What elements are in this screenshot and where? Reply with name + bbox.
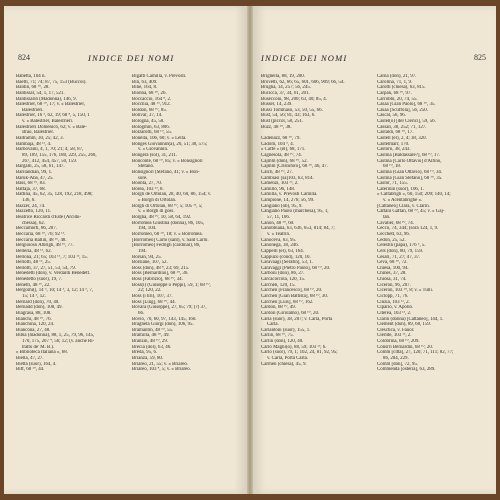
index-entry: Babetta, 104 n.: [16, 74, 46, 79]
left-page: [4, 6, 247, 494]
index-entry: Carla (suor), 38, 207; v. Carla, Porta: [261, 316, 333, 322]
index-entry: [Cattaneo] Clara, v. Clarin.: [377, 203, 430, 209]
index-entry: Benedetti (don), v. Verdardi Benedett.: [16, 271, 91, 277]
index-entry: Biagrasa, 88, 108.: [16, 310, 52, 316]
index-entry: Cagnesola, 48 ¹⁰, 74.: [261, 152, 302, 158]
index-entry: Borea, 103 ¹³, 8.: [132, 186, 164, 192]
index-entry: Baetti, 71; 74; 87, 75, 153 (Buccoi).: [16, 79, 87, 85]
index-entry: Boonta, 27, 70.: [132, 181, 163, 187]
index-entry: Cassan, 38, 252; 71, 127.: [377, 124, 427, 130]
index-entry: Breda, 95, 6.: [132, 350, 158, 356]
index-entry: sore.: [138, 175, 148, 181]
index-entry: Briareo, 21, 55; v. » Briareo.: [132, 361, 189, 367]
index-entry: Boldon, 68 ¹⁰, 85.: [132, 107, 167, 113]
index-entry: Balestrier, 16 ⁵, 62, 19; 68 ⁸, 5, 150, 1: [16, 113, 90, 119]
index-entry: Bocchia, 48 ¹⁵, 912.: [132, 102, 171, 108]
index-column-2: [132, 74, 238, 373]
index-entry: Castor, 71, 155.: [377, 181, 408, 187]
index-entry: Cardon (Girolamo), 68 ¹⁰, 20.: [261, 310, 320, 316]
index-entry: Boss [Bernardino], 68 ¹⁰, 36.: [132, 271, 189, 277]
index-entry: Boss(i) (Giuseppe o Peppi), 59, 1; 68 ¹⁰,: [132, 282, 211, 288]
index-entry: Battaja, 37, 68.: [16, 186, 46, 192]
index-entry: Balestrieri.: [22, 107, 44, 113]
index-entry: Bigatti Camilla, v. Prevosti.: [132, 74, 187, 79]
index-entry: Ciclopp, 71, 76.: [377, 293, 409, 299]
index-entry: v. » Acentabrighe ».: [383, 198, 423, 204]
index-entry: Benedetto (suor), 19, 7.: [16, 277, 63, 283]
index-entry: Cecchett, 63, 96.: [377, 231, 411, 237]
index-entry: Bazzer, 24, 74.: [16, 203, 46, 209]
index-entry: Bianchi, 48 ¹⁰, 76.: [16, 316, 52, 322]
index-entry: Clesctica, v. Fauor.: [377, 327, 415, 333]
index-entry: Bonges Giovannin(a), 20, 51; 38, 575;: [132, 141, 208, 147]
index-entry: 86, 204, 229.: [383, 356, 409, 362]
index-entry: 136, 6.: [22, 198, 36, 204]
index-entry: Buzz, 48 ¹⁰, 38.: [261, 124, 292, 130]
index-entry: Bragheta Giorgi (don), 106, 95.: [132, 322, 194, 328]
index-entry: Carna (don), 21, 97.: [377, 74, 417, 79]
index-entry: Boccaccio, 164 ⁸, 2.: [132, 96, 172, 102]
right-page-header: [253, 53, 496, 67]
index-entry: Caravaggi [Pietro Paolo], 68 ¹⁰, 20.: [261, 265, 331, 271]
index-entry: Carlo Magni(o), 88, 59; 103 ¹³, 6.: [261, 344, 327, 350]
index-entry: Bibia (madonna), 88, 1, 25, 79, 96, 145,: [16, 333, 95, 339]
index-entry: Cajmm [Cristoforo], 68 ¹⁰, 46, 47.: [261, 164, 328, 170]
index-entry: Briareo, 103 ⁴, 5; v. » Briareo.: [132, 367, 191, 373]
index-entry: Carchen [Francesco], 68 ¹⁰, 20.: [261, 288, 323, 294]
index-entry: Canobbiana, 63, 636, 653, 814; 84, 7;: [261, 226, 335, 232]
index-entry: Bucicca, 37, 34, 61, 201.: [261, 90, 310, 96]
index-entry: tratto de' M. B.).: [22, 344, 55, 350]
index-entry: Bionna, 68 ¹⁰, 26.: [132, 90, 167, 96]
index-entry: Bine, 164, 8.: [132, 85, 158, 91]
index-entry: Carlin, 68 ¹⁰, 75.: [261, 333, 294, 339]
index-entry: 89, 109, 155, 176, 180, 229, 255, 260,: [22, 152, 97, 158]
index-entry: 170, 175, 207 ⁴, 56; 12; (v. anche Ri-: [22, 339, 95, 345]
index-entry: 66.: [138, 310, 145, 316]
index-entry: Castina [Baldassare?], 68 ¹⁰, 17.: [377, 152, 441, 158]
index-entry: Cardon, 68 ¹⁰, 49.: [261, 305, 296, 311]
page-number: 825: [474, 53, 486, 62]
index-entry: Chines, 37, 28.: [377, 271, 407, 277]
index-entry: Bonella, 106, 60; v. » Lella.: [132, 136, 187, 142]
index-entry: Castell (el), 2, 4; 38, 320.: [377, 136, 427, 142]
index-entry: Ceva, 68 ¹⁰, 72.: [377, 260, 408, 266]
index-entry: Canonega, 38, 246.: [261, 243, 299, 249]
index-entry: Bellona, 21; 65; 103 ¹⁵, 7; 103 ¹³, 15.: [16, 254, 88, 260]
index-entry: Busecconi, 98, 200; 63, 40; 85, 4.: [261, 96, 327, 102]
index-entry: Bramilla, 48 ¹⁰, 49.: [132, 333, 170, 339]
index-entry: Biella, 47, 27.: [16, 356, 44, 362]
index-entry: Branzin, 48 ¹⁰, 29.: [132, 339, 169, 345]
index-entry: Caterinin (suor), 106, 1.: [377, 186, 424, 192]
index-entry: Bonconte, 68 ¹⁰, 85; v. » Bonsignori: [132, 158, 203, 164]
index-entry: Cels (don), 80, 79, 159.: [377, 248, 424, 254]
index-entry: « Cattabrigh », 60, 150; 209; 140, 14;: [377, 192, 451, 198]
index-entry: Bologna, 45, 50.: [132, 119, 165, 125]
index-entry: Castaldi, 68 ¹⁰, 17.: [377, 130, 414, 136]
index-entry: Campione, 14, 276; 56, 99.: [261, 198, 315, 204]
index-entry: Baruk-Abà, 47, 25.: [16, 175, 54, 181]
index-entry: Borsiane, 107, 52.: [132, 260, 168, 266]
index-entry: Caravaagi [Serafin], 53, 1.: [261, 260, 313, 266]
index-entry: 57, 11, 106.: [267, 215, 291, 221]
index-entry: Boss [Luig], 68 ¹⁰, 44.: [132, 299, 176, 305]
index-entry: v. » Borgh di goss.: [138, 209, 175, 215]
index-entry: » Caffè » (el), 68, 171.: [261, 147, 306, 153]
index-entry: Carlin (don), 120, 40.: [261, 339, 304, 345]
index-entry: Bellotti, 48 ¹⁵, 25.: [16, 260, 51, 266]
index-entry: Borromea Giustina (donna), 86, 105,: [132, 220, 205, 226]
index-entry: Bianchina, 120, 24.: [16, 322, 55, 328]
index-column-1: [16, 74, 122, 373]
index-entry: Cattani Gaftan, 68 ¹⁰, 45; v. » Gaj-: [377, 209, 445, 215]
index-entry: Cangiano (ob), 95, 9.: [261, 203, 303, 209]
index-entry: Bovara (Giuseppe), 27, 65; 79; (?) 37,: [132, 305, 207, 311]
index-entry: Bussi Tommaso, 53, 50, 55, 66.: [261, 107, 323, 113]
index-entry: [Borromeo] Carlo (sant), v. Sant Carlo.: [132, 237, 209, 243]
index-entry: [Borromeo] Fedrigh (cardinal), 86,: [132, 243, 201, 249]
index-entry: Beatrice Riccardi d'Este (Arcidu-: [16, 215, 82, 221]
index-entry: Brighella, 88, 19, 200.: [261, 74, 305, 79]
index-entry: Carrobbi, 20, 74, 55.: [377, 96, 418, 102]
index-entry: Cadom, 104 ⁵, 4.: [261, 141, 294, 147]
index-entry: » Borgh di Ortolan.: [138, 198, 177, 204]
index-entry: Bietta (suor), 164, 4.: [16, 361, 57, 367]
left-page-header: [4, 53, 247, 67]
index-entry: Calch, 48 ¹⁰, 27.: [261, 169, 293, 175]
index-entry: Stefano.: [138, 164, 155, 170]
index-entry: Bonsignori (Stefano, 41; v. » Bon-: [132, 169, 200, 175]
index-entry: Bongera (sol), 31, 211.: [132, 152, 177, 158]
index-entry: Castoro, 38, 243.: [377, 147, 411, 153]
index-entry: Biff, 68 ¹⁰, 44.: [16, 367, 45, 373]
index-entry: Cipario, v. Apollo.: [377, 305, 414, 311]
index-entry: Chiosa, 31, 74.: [377, 277, 407, 283]
index-entry: 194, 104.: [138, 226, 157, 232]
index-entry: Borgna, 48 ¹⁰, 10, 58, 64, 192.: [132, 215, 192, 221]
index-entry: Colobrina, 68 ¹⁰, 209.: [377, 339, 420, 345]
index-entry: Bovio, 70, 60, 97, 143, 145, 160.: [132, 316, 197, 322]
index-entry: Canon, 48 ¹⁰, 60.: [261, 220, 295, 226]
index-entry: Canoceva, 63, 95.: [261, 237, 297, 243]
index-entry: 194.: [138, 248, 147, 254]
index-entry: Ciceron, 96, 207.: [377, 282, 411, 288]
index-entry: Castelmarr, 170.: [377, 141, 410, 147]
index-entry: Bellotti, 37, 27, 51, 53, 54, 79.: [16, 265, 76, 271]
index-entry: Carchen [Gian Battista], 68 ¹⁰, 30.: [261, 293, 328, 299]
index-entry: tan.: [383, 215, 391, 221]
index-entry: chessa), 62.: [22, 220, 45, 226]
index-entry: Belgioioso Albrigh, 48 ¹⁶, 77.: [16, 243, 74, 249]
index-entry: Carolina, 71, 1, 9.: [377, 79, 413, 85]
index-entry: v. » Teatrin.: [267, 231, 291, 237]
index-entry: Bass, 68 ¹⁰, 83.: [16, 181, 46, 187]
index-entry: Brecia (dol), 63, 46.: [132, 344, 172, 350]
index-entry: v. Carla, Porta Carla.: [267, 356, 308, 362]
index-entry: Brughà, 14, 257; 56, 245.: [261, 85, 311, 91]
index-entry: Camilla, v. Prevosti Camilla.: [261, 192, 318, 198]
index-entry: » Biblioteca Italiana », 68.: [16, 350, 68, 356]
index-entry: Comm [città], 27, 120; 71, 111; 82, 77;: [377, 350, 454, 356]
index-entry: Balestrier, 68 ¹⁰, 17; v. » Balestrier,: [16, 102, 85, 108]
index-entry: Camenzi, 103 ¹³, 2.: [261, 181, 299, 187]
index-entry: Benetti, 48 ¹⁶, 22.: [16, 282, 51, 288]
index-entry: Commenda [osteria], 63, 289.: [377, 367, 436, 373]
index-entry: Cesari, 71, 27; 47, 37.: [377, 254, 421, 260]
running-header: INDICE DEI NOMI: [88, 53, 175, 63]
index-entry: Camillo, 96, 148.: [261, 186, 296, 192]
index-column-4: [377, 74, 483, 373]
index-entry: 15; 14 ⁵, 12.: [22, 293, 46, 299]
page-number: 824: [18, 53, 30, 62]
index-entry: Bust, 54, 56; 81, 43; 163, 6.: [261, 113, 316, 119]
index-entry: Bergomi(), 14 ⁵, 10; 14 ⁵, 3, 12; 14 ⁵, 7,: [16, 288, 94, 294]
index-entry: Castina [Gian Stefano], 68 ¹⁰, 35.: [377, 175, 443, 181]
index-entry: Carmen (chiesa), 45, 9.: [261, 361, 307, 367]
index-entry: Bernard (don), 70, 40.: [16, 299, 60, 305]
index-entry: v. » Giovannin.: [138, 147, 169, 153]
index-entry: Boss (don), 48 ⁸, 23; 69, 215.: [132, 265, 190, 271]
index-entry: Bolivar, 37, 14.: [132, 113, 163, 119]
index-entry: 22; 120, 22.: [138, 288, 162, 294]
index-entry: Celestin (papa), 176 ⁵, 5.: [377, 243, 426, 249]
index-entry: Brianza, 59, 80.: [132, 356, 164, 362]
index-entry: Clement (don), 89, 68, 159.: [377, 322, 432, 328]
index-entry: Carchen [Luis], 68 ¹⁰, 162.: [261, 299, 314, 305]
index-entry: Boss (i tiri), 107, 37.: [132, 293, 173, 299]
index-entry: Brovetti, 62, 66; 65, 601, 606, 909; 66, 54.: [261, 79, 345, 85]
index-entry: Carpan, 68 ¹⁰, 97.: [377, 90, 412, 96]
index-entry: Beccaria, 68 ¹⁰, 76; 92 ¹⁵.: [16, 231, 66, 237]
index-entry: Bust (piccol, 58, 251.: [261, 119, 304, 125]
index-entry: Baldissarin (Madonna), 146, 9.: [16, 96, 77, 102]
index-entry: Citerea, 103 ¹³, 2.: [377, 310, 412, 316]
index-entry: Consrri Bernardin, 68 ¹⁰, 20.: [377, 344, 433, 350]
index-entry: Cadenazz, 68 ¹⁰, 79.: [261, 136, 301, 142]
index-entry: Carlo (suor), 79, 1; 102, 24, 81, 92, 95;: [261, 350, 338, 356]
index-entry: Cangiano Paolo (marchesa), 95, 1,: [261, 209, 329, 215]
index-entry: Clarin (donna) [Cattaneo], 144, 1.: [377, 316, 444, 322]
index-entry: Carotti (chiesa), 63, 815.: [377, 85, 426, 91]
index-entry: Chiesa, 100, 94.: [377, 265, 409, 271]
index-entry: Cambiasi [sa]103, 63, 814.: [261, 175, 314, 181]
index-entry: Comm [don], 72, 95.: [377, 361, 419, 367]
index-entry: Cappelli (el), 63, 164.: [261, 248, 304, 254]
index-entry: Bin, 63, 409.: [132, 79, 158, 85]
index-entry: Cavalier, 68 ¹⁰, 74.: [377, 220, 414, 226]
index-entry: Beccaria Ballin, 48 ¹⁶, 48.: [16, 237, 67, 243]
index-entry: Cinzia, 103 ¹³, 2.: [377, 299, 410, 305]
index-entry: Castina [Carlo Ottavio] d'Alfino,: [377, 158, 442, 164]
index-entry: Bazzetto, 120, 11.: [16, 209, 52, 215]
index-entry: Baltramm, 30, 25; 42, 3.: [16, 136, 64, 142]
index-entry: Bramantin, 48 ¹⁰, 55.: [132, 327, 174, 333]
index-entry: Castina (Gian Ottavio), 68 ¹⁰, 34.: [377, 169, 443, 175]
index-entry: Borromeo, 68 ¹⁰, 18; v. » Borromea.: [132, 231, 203, 237]
index-entry: Barbovaini, 4, 1, 70; 21; 4, 58, 87,: [16, 147, 84, 153]
index-entry: 267, 412, 454, 457, 50, 159.: [22, 158, 78, 164]
index-entry: Carcacorcola, 120, 15.: [261, 277, 306, 283]
index-entry: Bargalli, 25, 58, 61, 147.: [16, 164, 65, 170]
index-entry: Cajmm (don), 68 ¹⁰, 52.: [261, 158, 308, 164]
index-entry: Boss [Fabrizio], 68 ¹⁰, 34.: [132, 277, 183, 283]
index-entry: 68 ¹⁰, 18.: [383, 164, 402, 170]
index-entry: v. » Balestrier, Balestrieri.: [22, 119, 74, 125]
index-entry: Bernadd (don), 108, 49.: [16, 305, 63, 311]
index-entry: Casaa [Gian Paolo], 68 ¹⁰, 35.: [377, 102, 436, 108]
index-entry: Battina, 45, 62, 35, 128, 192, 218, 498;: [16, 192, 93, 198]
index-entry: Biancona, 27, 48.: [16, 327, 51, 333]
index-entry: Bologmin, 63, 806.: [132, 124, 170, 130]
index-entry: Busser, 14, 239.: [261, 102, 293, 108]
index-entry: Balestrieri Domenico, 62; v. » Bale-: [16, 124, 87, 130]
index-entry: Cedon, 25, 52.: [377, 237, 406, 243]
index-entry: strao, Balestrier.: [22, 130, 54, 136]
index-entry: Belleria, 48 ¹⁵, 62.: [16, 248, 52, 254]
index-entry: Barilandian, 99, 1.: [16, 169, 53, 175]
index-entry: Beccamorti, 86, 207.: [16, 226, 57, 232]
index-entry: Borgh di Ortolan, 68 ¹⁰, 5; 105 ¹³, 5;: [132, 203, 203, 209]
index-entry: Borsan, 94, 25.: [132, 254, 162, 260]
index-entry: Carchen, 120, 15.: [261, 282, 296, 288]
index-entry: Carla.: [267, 322, 279, 328]
index-column-3: [261, 74, 367, 367]
index-entry: Cleride, 103 ¹³, 2.: [377, 333, 412, 339]
index-entry: Carlantoni (suor), 155, 1.: [261, 327, 311, 333]
index-entry: Casaa [Scuffola], 56, 250.: [377, 107, 428, 113]
index-entry: Bolzarotti, 68 ¹⁰, 55.: [132, 130, 173, 136]
index-entry: Bambaja, 48 ¹⁵, 4.: [16, 141, 52, 147]
index-entry: Borgh de Ortolan, 28, 40, 60, 86, 154; v.: [132, 192, 212, 198]
index-entry: Baldin, 68 ¹⁰, 28.: [16, 85, 50, 91]
index-entry: Ciceron, 103 ¹⁰, 8; v. » Tulli.: [377, 288, 434, 294]
index-entry: Castel(o) [del Clerici], 59, 56.: [377, 119, 436, 125]
running-header: INDICE DEI NOMI: [261, 53, 348, 63]
index-entry: Carbonì (don), 86, 27.: [261, 271, 305, 277]
index-entry: Baldissar, 54, 1, 17, 521.: [16, 90, 65, 96]
right-page: [253, 6, 496, 494]
index-entry: Cascal, 56, 96.: [377, 113, 406, 119]
index-entry: Cecco, 74, 344; (sora 124, 1, 9.: [377, 226, 439, 232]
index-entry: Cappuzo (cond), 120, 10.: [261, 254, 311, 260]
